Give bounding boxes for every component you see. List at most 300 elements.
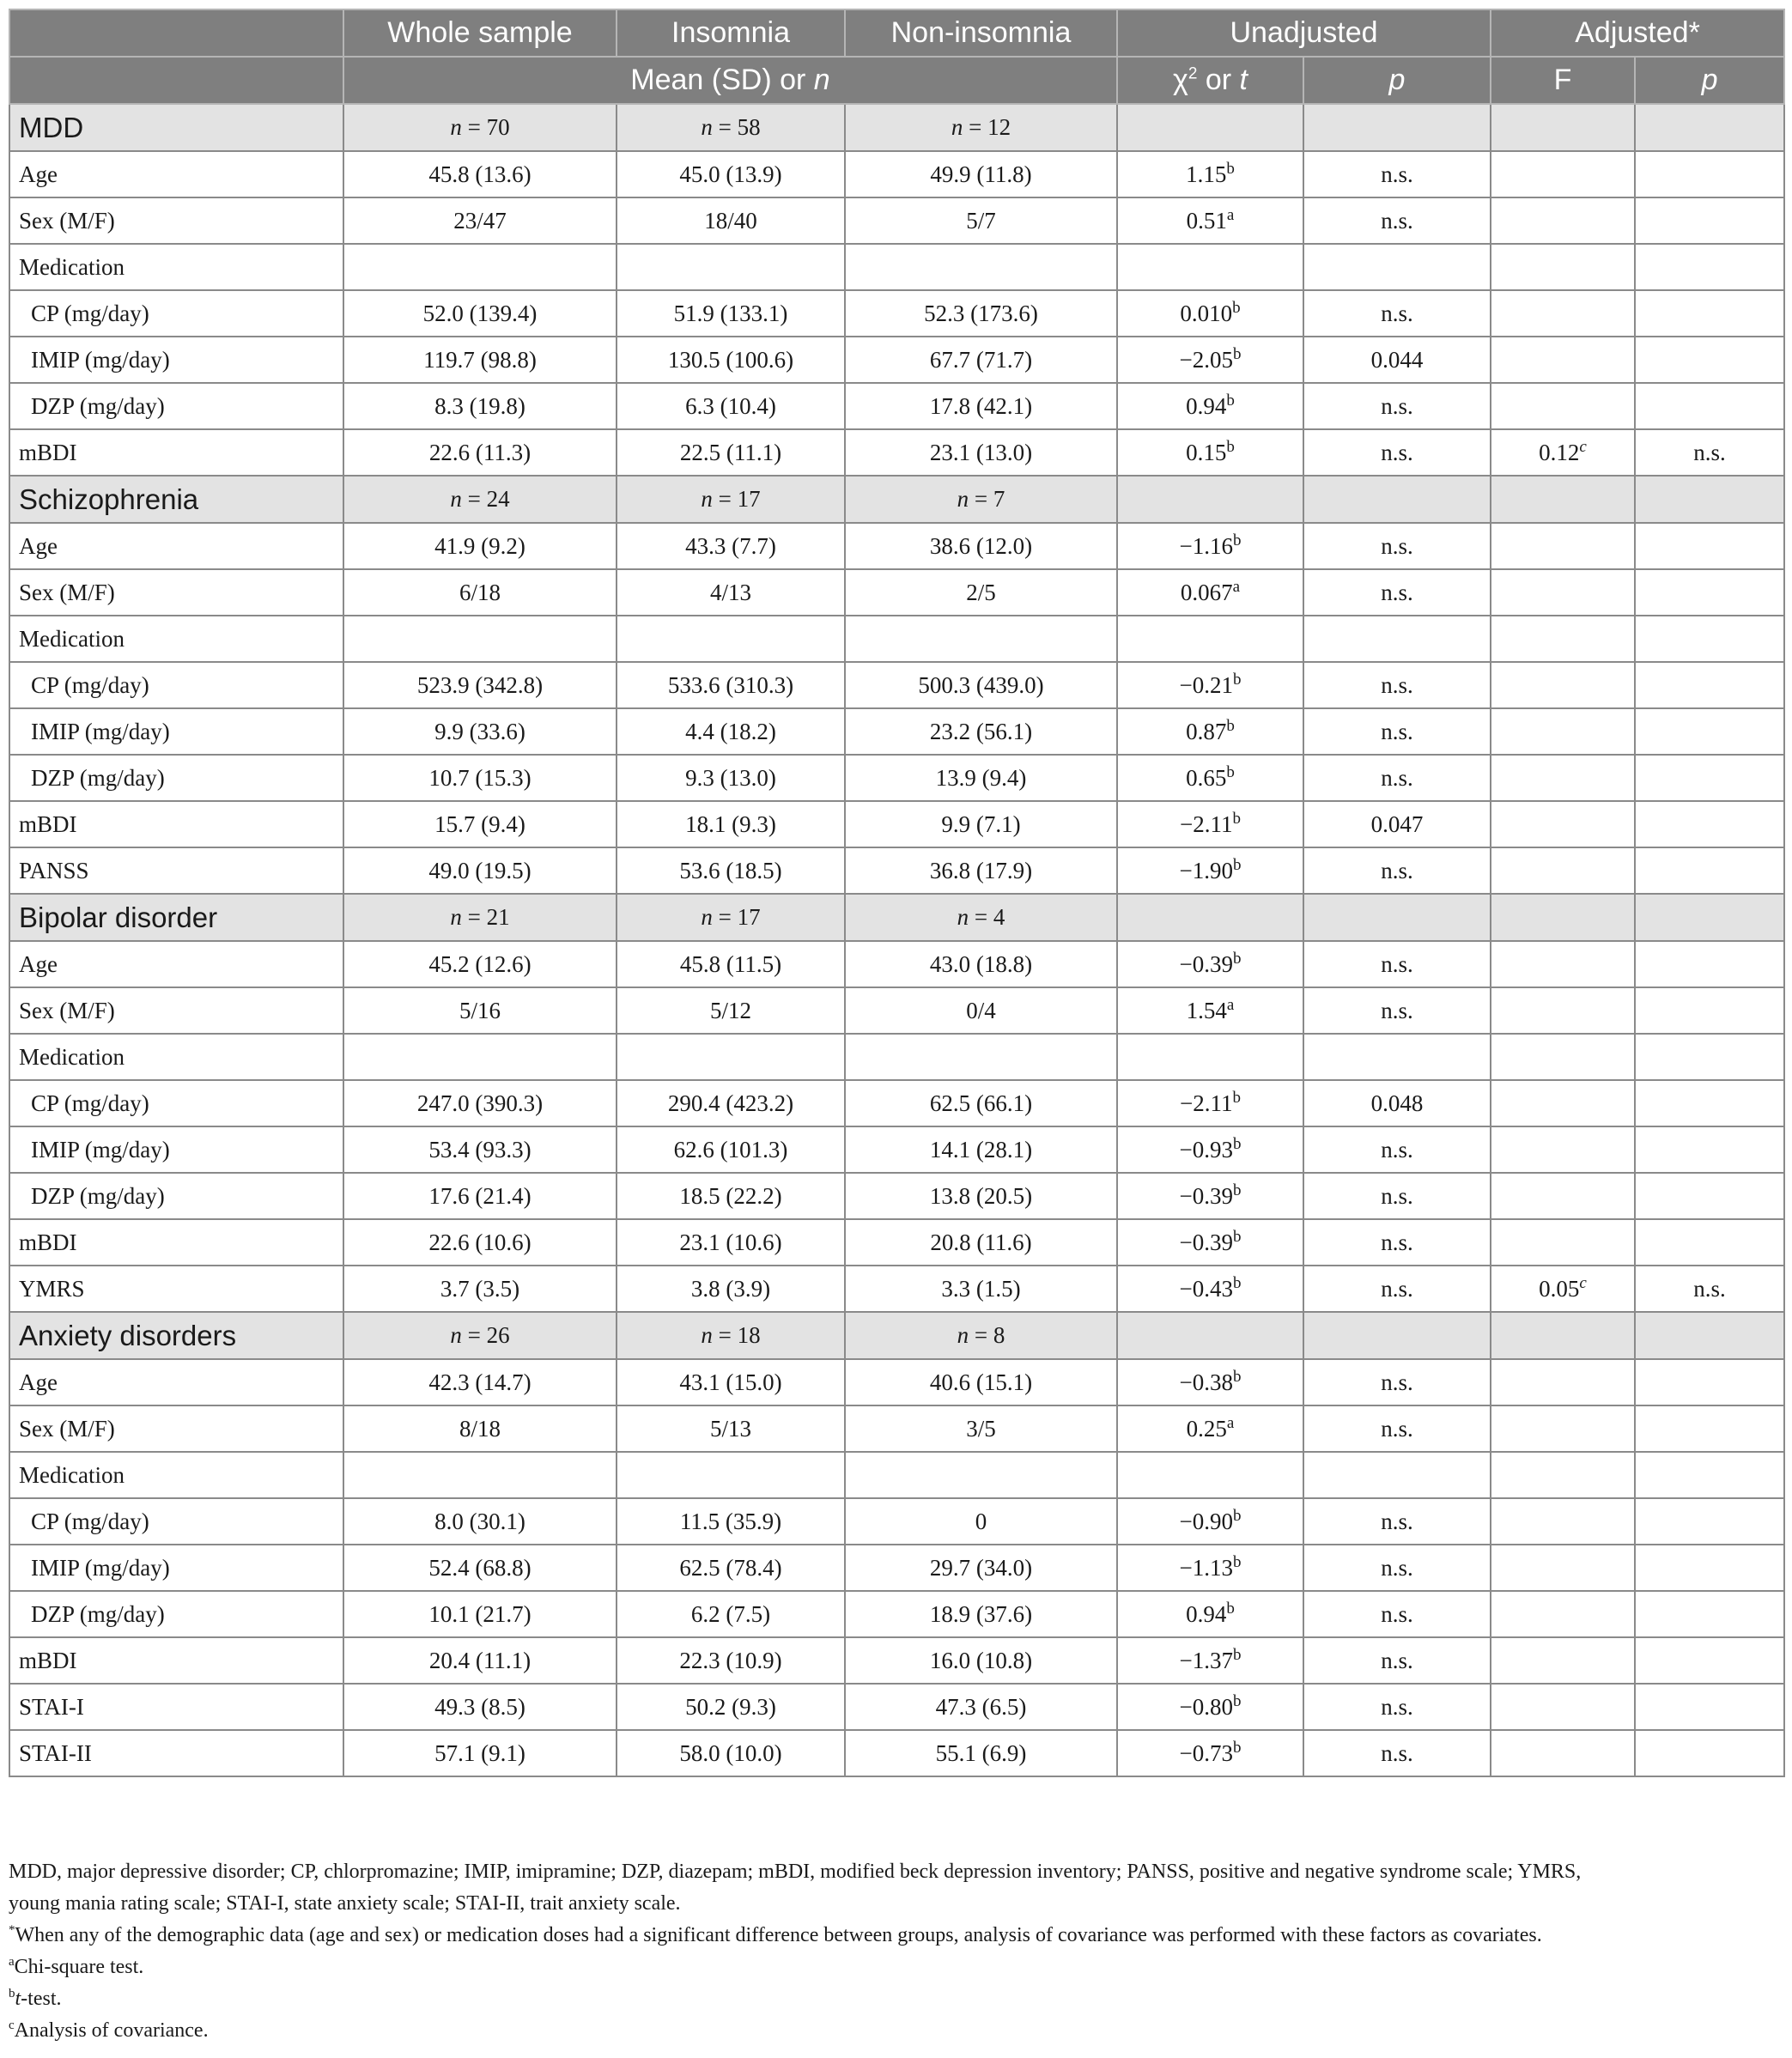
- n-symbol: n: [951, 114, 963, 140]
- statistic-superscript: b: [1226, 1599, 1235, 1618]
- cell-whole-sample: 15.7 (9.4): [343, 801, 617, 847]
- group-n-cell: [343, 894, 617, 941]
- cell-whole-sample: 45.8 (13.6): [343, 151, 617, 197]
- row-label: YMRS: [9, 1266, 343, 1312]
- cell-whole-sample: 17.6 (21.4): [343, 1173, 617, 1219]
- cell-whole-sample: 49.3 (8.5): [343, 1684, 617, 1730]
- cell-f: [1491, 197, 1635, 244]
- row-label: Sex (M/F): [9, 987, 343, 1034]
- statistic-value: −0.39: [1179, 1229, 1233, 1255]
- row-label: CP (mg/day): [9, 1080, 343, 1126]
- table-body: [9, 104, 1784, 1776]
- cell-p-adjusted: [1635, 197, 1784, 244]
- cell-p-adjusted: [1635, 1684, 1784, 1730]
- statistic-superscript: b: [1232, 1134, 1242, 1153]
- header-unadjusted: Unadjusted: [1117, 9, 1491, 57]
- cell-insomnia: 50.2 (9.3): [617, 1684, 845, 1730]
- footnote-b-text: -test.: [21, 1988, 62, 2010]
- cell-insomnia: 5/13: [617, 1405, 845, 1452]
- table-row: [9, 1126, 1784, 1173]
- cell-insomnia: 45.8 (11.5): [617, 941, 845, 987]
- n-symbol: n: [957, 904, 969, 930]
- table-header: [9, 9, 1784, 104]
- group-n-cell: [845, 1312, 1117, 1359]
- cell-non-insomnia: 2/5: [845, 569, 1117, 616]
- row-label: DZP (mg/day): [9, 755, 343, 801]
- cell-p-unadjusted: n.s.: [1303, 151, 1491, 197]
- cell-statistic: [1117, 1545, 1303, 1591]
- cell-insomnia: 18/40: [617, 197, 845, 244]
- cell-statistic: [1117, 429, 1303, 476]
- cell-non-insomnia: 38.6 (12.0): [845, 523, 1117, 569]
- group-header-row: [9, 894, 1784, 941]
- statistic-value: 1.54: [1186, 997, 1227, 1023]
- cell-insomnia: 18.5 (22.2): [617, 1173, 845, 1219]
- table-row: [9, 151, 1784, 197]
- table-row: [9, 1359, 1784, 1405]
- empty-cell: [1491, 894, 1635, 941]
- statistic-value: 0.010: [1180, 300, 1233, 326]
- row-label: DZP (mg/day): [9, 1173, 343, 1219]
- cell-whole-sample: 247.0 (390.3): [343, 1080, 617, 1126]
- cell-non-insomnia: [845, 1452, 1117, 1498]
- cell-f: [1491, 1359, 1635, 1405]
- cell-non-insomnia: 3.3 (1.5): [845, 1266, 1117, 1312]
- cell-insomnia: 43.1 (15.0): [617, 1359, 845, 1405]
- header-p-unadjusted: p: [1303, 57, 1491, 104]
- statistic-value: 0.15: [1186, 439, 1227, 465]
- cell-whole-sample: 10.7 (15.3): [343, 755, 617, 801]
- footnote-b: [9, 1983, 1783, 2015]
- cell-statistic: [1117, 523, 1303, 569]
- cell-p-unadjusted: 0.048: [1303, 1080, 1491, 1126]
- cell-non-insomnia: 9.9 (7.1): [845, 801, 1117, 847]
- statistic-value: −0.21: [1179, 671, 1233, 698]
- row-label: PANSS: [9, 847, 343, 894]
- cell-insomnia: 51.9 (133.1): [617, 290, 845, 337]
- row-label: DZP (mg/day): [9, 383, 343, 429]
- statistic-value: 0.51: [1186, 207, 1227, 234]
- header-whole-sample: Whole sample: [343, 9, 617, 57]
- table-row: [9, 197, 1784, 244]
- cell-p-adjusted: [1635, 290, 1784, 337]
- header-empty-cell: [9, 57, 343, 104]
- cell-p-unadjusted: n.s.: [1303, 1591, 1491, 1637]
- cell-p-unadjusted: n.s.: [1303, 1219, 1491, 1266]
- statistic-value: −2.11: [1180, 1090, 1233, 1116]
- cell-p-adjusted: [1635, 1591, 1784, 1637]
- cell-insomnia: 62.5 (78.4): [617, 1545, 845, 1591]
- empty-cell: [1491, 476, 1635, 523]
- n-symbol: n: [701, 114, 713, 140]
- table-row: [9, 337, 1784, 383]
- cell-p-adjusted: [1635, 1173, 1784, 1219]
- cell-whole-sample: 6/18: [343, 569, 617, 616]
- f-superscript: c: [1579, 1273, 1587, 1292]
- cell-p-adjusted: [1635, 337, 1784, 383]
- cell-f: [1491, 1452, 1635, 1498]
- n-value: = 70: [467, 114, 510, 140]
- cell-p-adjusted: n.s.: [1635, 1266, 1784, 1312]
- cell-f: [1491, 1266, 1635, 1312]
- header-chi-t: [1117, 57, 1303, 104]
- group-name: Schizophrenia: [9, 476, 343, 523]
- table-row: [9, 847, 1784, 894]
- cell-f: [1491, 569, 1635, 616]
- cell-whole-sample: 41.9 (9.2): [343, 523, 617, 569]
- cell-statistic: [1117, 708, 1303, 755]
- cell-non-insomnia: [845, 244, 1117, 290]
- cell-statistic: [1117, 987, 1303, 1034]
- cell-f: [1491, 244, 1635, 290]
- statistic-superscript: b: [1232, 1227, 1242, 1246]
- cell-whole-sample: 22.6 (10.6): [343, 1219, 617, 1266]
- n-symbol: n: [701, 1322, 713, 1348]
- cell-p-unadjusted: n.s.: [1303, 1545, 1491, 1591]
- cell-insomnia: [617, 1034, 845, 1080]
- table-row: [9, 1219, 1784, 1266]
- cell-whole-sample: 42.3 (14.7): [343, 1359, 617, 1405]
- empty-cell: [1635, 1312, 1784, 1359]
- row-label: CP (mg/day): [9, 290, 343, 337]
- cell-statistic: [1117, 941, 1303, 987]
- cell-p-unadjusted: n.s.: [1303, 1637, 1491, 1684]
- cell-non-insomnia: 23.2 (56.1): [845, 708, 1117, 755]
- empty-cell: [1635, 894, 1784, 941]
- statistic-superscript: b: [1226, 437, 1235, 456]
- cell-whole-sample: 52.4 (68.8): [343, 1545, 617, 1591]
- empty-cell: [1117, 104, 1303, 151]
- n-value: = 18: [718, 1322, 761, 1348]
- row-label: Age: [9, 1359, 343, 1405]
- statistic-value: −1.90: [1179, 857, 1233, 883]
- cell-non-insomnia: 43.0 (18.8): [845, 941, 1117, 987]
- cell-p-adjusted: [1635, 523, 1784, 569]
- statistic-superscript: b: [1232, 1691, 1242, 1710]
- cell-f: [1491, 151, 1635, 197]
- table-row: [9, 1498, 1784, 1545]
- statistic-value: 0.94: [1186, 392, 1227, 419]
- statistic-superscript: b: [1226, 159, 1235, 178]
- header-empty-cell: [9, 9, 343, 57]
- cell-whole-sample: [343, 616, 617, 662]
- cell-non-insomnia: 49.9 (11.8): [845, 151, 1117, 197]
- cell-p-adjusted: [1635, 1498, 1784, 1545]
- table-row: [9, 941, 1784, 987]
- cell-f: [1491, 1126, 1635, 1173]
- n-value: = 17: [718, 904, 761, 930]
- cell-p-adjusted: [1635, 569, 1784, 616]
- statistic-value: −0.38: [1179, 1369, 1233, 1395]
- statistic-superscript: b: [1232, 1552, 1242, 1571]
- statistic-superscript: b: [1232, 670, 1242, 689]
- cell-non-insomnia: 13.8 (20.5): [845, 1173, 1117, 1219]
- cell-whole-sample: 9.9 (33.6): [343, 708, 617, 755]
- cell-statistic: [1117, 1591, 1303, 1637]
- table-row: [9, 616, 1784, 662]
- header-chi-sup: 2: [1188, 64, 1198, 83]
- f-value: 0.05: [1539, 1275, 1580, 1302]
- cell-f: [1491, 1080, 1635, 1126]
- statistic-superscript: a: [1232, 577, 1241, 596]
- cell-f: [1491, 337, 1635, 383]
- row-label: Medication: [9, 616, 343, 662]
- header-mean-n: n: [813, 64, 830, 96]
- cell-statistic: [1117, 847, 1303, 894]
- cell-p-adjusted: [1635, 801, 1784, 847]
- table-row: [9, 244, 1784, 290]
- footnote-a: [9, 1952, 1783, 1983]
- cell-non-insomnia: 3/5: [845, 1405, 1117, 1452]
- cell-whole-sample: 5/16: [343, 987, 617, 1034]
- empty-cell: [1491, 1312, 1635, 1359]
- table-container: [9, 9, 1783, 1777]
- cell-statistic: [1117, 151, 1303, 197]
- n-value: = 58: [718, 114, 761, 140]
- statistic-superscript: b: [1232, 1181, 1242, 1199]
- statistic-value: −0.39: [1179, 950, 1233, 977]
- statistic-value: −2.05: [1179, 346, 1233, 373]
- statistic-value: −1.16: [1179, 532, 1233, 559]
- cell-p-adjusted: [1635, 1126, 1784, 1173]
- table-row: [9, 801, 1784, 847]
- cell-non-insomnia: 47.3 (6.5): [845, 1684, 1117, 1730]
- cell-whole-sample: 8.0 (30.1): [343, 1498, 617, 1545]
- cell-insomnia: 58.0 (10.0): [617, 1730, 845, 1776]
- group-header-row: [9, 104, 1784, 151]
- statistic-superscript: b: [1232, 344, 1242, 363]
- row-label: Age: [9, 151, 343, 197]
- table-row: [9, 1545, 1784, 1591]
- table-row: [9, 1730, 1784, 1776]
- cell-f: [1491, 616, 1635, 662]
- cell-insomnia: 290.4 (423.2): [617, 1080, 845, 1126]
- cell-whole-sample: 52.0 (139.4): [343, 290, 617, 337]
- empty-cell: [1303, 894, 1491, 941]
- cell-whole-sample: [343, 1452, 617, 1498]
- row-label: IMIP (mg/day): [9, 1126, 343, 1173]
- cell-p-unadjusted: n.s.: [1303, 941, 1491, 987]
- table-row: [9, 1173, 1784, 1219]
- cell-insomnia: 4/13: [617, 569, 845, 616]
- table-row: [9, 1080, 1784, 1126]
- table-row: [9, 755, 1784, 801]
- statistic-superscript: b: [1232, 531, 1242, 549]
- cell-statistic: [1117, 616, 1303, 662]
- cell-insomnia: 53.6 (18.5): [617, 847, 845, 894]
- cell-f: [1491, 987, 1635, 1034]
- cell-whole-sample: 523.9 (342.8): [343, 662, 617, 708]
- table-row: [9, 1266, 1784, 1312]
- n-value: = 17: [718, 486, 761, 512]
- row-label: Age: [9, 523, 343, 569]
- footnote-b-mark: b: [9, 1987, 15, 2000]
- table-row: [9, 569, 1784, 616]
- cell-whole-sample: [343, 244, 617, 290]
- cell-non-insomnia: 16.0 (10.8): [845, 1637, 1117, 1684]
- cell-f: [1491, 941, 1635, 987]
- n-value: = 4: [974, 904, 1005, 930]
- statistic-value: −0.43: [1179, 1275, 1233, 1302]
- cell-p-unadjusted: 0.044: [1303, 337, 1491, 383]
- row-label: Medication: [9, 1034, 343, 1080]
- row-label: Medication: [9, 1452, 343, 1498]
- group-n-cell: [617, 104, 845, 151]
- header-mean-sd: [343, 57, 1117, 104]
- cell-statistic: [1117, 1405, 1303, 1452]
- cell-f: [1491, 1405, 1635, 1452]
- cell-non-insomnia: 55.1 (6.9): [845, 1730, 1117, 1776]
- header-f: F: [1491, 57, 1635, 104]
- cell-p-adjusted: [1635, 1080, 1784, 1126]
- statistic-superscript: b: [1232, 1088, 1241, 1107]
- statistic-superscript: b: [1232, 1273, 1242, 1292]
- statistic-superscript: b: [1232, 1738, 1242, 1757]
- cell-non-insomnia: 0/4: [845, 987, 1117, 1034]
- statistic-superscript: b: [1232, 855, 1242, 874]
- cell-insomnia: 22.3 (10.9): [617, 1637, 845, 1684]
- cell-p-unadjusted: n.s.: [1303, 1359, 1491, 1405]
- cell-p-unadjusted: [1303, 1452, 1491, 1498]
- cell-p-adjusted: [1635, 708, 1784, 755]
- statistic-superscript: b: [1232, 1506, 1242, 1525]
- cell-p-adjusted: [1635, 1452, 1784, 1498]
- group-name: Anxiety disorders: [9, 1312, 343, 1359]
- row-label: STAI-II: [9, 1730, 343, 1776]
- cell-non-insomnia: 5/7: [845, 197, 1117, 244]
- header-insomnia: Insomnia: [617, 9, 845, 57]
- cell-insomnia: 22.5 (11.1): [617, 429, 845, 476]
- cell-p-adjusted: [1635, 941, 1784, 987]
- n-symbol: n: [957, 486, 969, 512]
- cell-statistic: [1117, 337, 1303, 383]
- cell-p-unadjusted: n.s.: [1303, 1126, 1491, 1173]
- n-value: = 26: [467, 1322, 510, 1348]
- statistic-superscript: b: [1226, 391, 1235, 410]
- header-non-insomnia: Non-insomnia: [845, 9, 1117, 57]
- cell-whole-sample: 53.4 (93.3): [343, 1126, 617, 1173]
- cell-p-adjusted: [1635, 755, 1784, 801]
- n-symbol: n: [450, 1322, 462, 1348]
- group-name: Bipolar disorder: [9, 894, 343, 941]
- footnote-a-mark: a: [9, 1955, 15, 1969]
- table-row: [9, 1684, 1784, 1730]
- cell-f: [1491, 290, 1635, 337]
- empty-cell: [1117, 894, 1303, 941]
- n-value: = 21: [467, 904, 510, 930]
- f-value: 0.12: [1539, 439, 1580, 465]
- statistic-value: 1.15: [1186, 161, 1227, 187]
- cell-non-insomnia: 23.1 (13.0): [845, 429, 1117, 476]
- footnote-c-mark: c: [9, 2019, 15, 2032]
- cell-statistic: [1117, 569, 1303, 616]
- statistic-superscript: b: [1226, 716, 1235, 735]
- cell-p-adjusted: [1635, 1637, 1784, 1684]
- footnote-abbreviations-1: MDD, major depressive disorder; CP, chlorpromazine; IMIP, imipramine; DZP, diazepam; mBDI, modified beck depression inventory; PANSS, positive and negative syndrome scale; YMRS,: [9, 1861, 1582, 1883]
- cell-f: [1491, 847, 1635, 894]
- group-n-cell: [845, 104, 1117, 151]
- footnote-abbreviations-2: young mania rating scale; STAI-I, state anxiety scale; STAI-II, trait anxiety scale.: [9, 1892, 681, 1915]
- empty-cell: [1303, 104, 1491, 151]
- header-chi-t-letter: t: [1239, 64, 1248, 96]
- group-name: MDD: [9, 104, 343, 151]
- table-row: [9, 1591, 1784, 1637]
- group-n-cell: [617, 894, 845, 941]
- header-row-1: [9, 9, 1784, 57]
- cell-p-unadjusted: n.s.: [1303, 1498, 1491, 1545]
- cell-insomnia: 45.0 (13.9): [617, 151, 845, 197]
- cell-p-unadjusted: n.s.: [1303, 1684, 1491, 1730]
- cell-f: [1491, 383, 1635, 429]
- cell-statistic: [1117, 1080, 1303, 1126]
- header-adjusted: Adjusted*: [1491, 9, 1784, 57]
- statistic-value: −0.93: [1179, 1136, 1233, 1163]
- cell-f: [1491, 1034, 1635, 1080]
- cell-p-unadjusted: n.s.: [1303, 708, 1491, 755]
- row-label: CP (mg/day): [9, 1498, 343, 1545]
- table-row: [9, 1452, 1784, 1498]
- statistic-value: 0.25: [1186, 1415, 1227, 1442]
- cell-f: [1491, 1219, 1635, 1266]
- empty-cell: [1117, 476, 1303, 523]
- statistic-value: −0.73: [1179, 1739, 1233, 1766]
- cell-p-adjusted: [1635, 662, 1784, 708]
- cell-statistic: [1117, 1126, 1303, 1173]
- cell-p-unadjusted: 0.047: [1303, 801, 1491, 847]
- cell-non-insomnia: 13.9 (9.4): [845, 755, 1117, 801]
- cell-whole-sample: 22.6 (11.3): [343, 429, 617, 476]
- footnote-star-mark: *: [9, 1923, 15, 1937]
- cell-p-unadjusted: n.s.: [1303, 569, 1491, 616]
- statistic-value: 0.067: [1180, 579, 1233, 605]
- cell-p-unadjusted: n.s.: [1303, 383, 1491, 429]
- statistic-superscript: b: [1226, 762, 1235, 781]
- n-symbol: n: [701, 486, 713, 512]
- footnote-a-text: Chi-square test.: [14, 1956, 144, 1978]
- cell-p-unadjusted: n.s.: [1303, 523, 1491, 569]
- statistic-superscript: b: [1232, 1367, 1242, 1386]
- cell-statistic: [1117, 1359, 1303, 1405]
- cell-p-adjusted: n.s.: [1635, 429, 1784, 476]
- cell-p-adjusted: [1635, 1730, 1784, 1776]
- cell-f: [1491, 1637, 1635, 1684]
- cell-whole-sample: 57.1 (9.1): [343, 1730, 617, 1776]
- group-header-row: [9, 1312, 1784, 1359]
- cell-p-unadjusted: n.s.: [1303, 662, 1491, 708]
- cell-statistic: [1117, 1452, 1303, 1498]
- footnote-b-t: t: [15, 1988, 21, 2010]
- n-symbol: n: [957, 1322, 969, 1348]
- header-mean-text: Mean (SD) or: [630, 64, 814, 96]
- group-n-cell: [343, 104, 617, 151]
- statistic-value: −0.80: [1179, 1693, 1233, 1720]
- cell-non-insomnia: [845, 616, 1117, 662]
- footnote-star: [9, 1920, 1783, 1952]
- cell-p-unadjusted: n.s.: [1303, 1173, 1491, 1219]
- cell-p-unadjusted: [1303, 244, 1491, 290]
- cell-non-insomnia: 40.6 (15.1): [845, 1359, 1117, 1405]
- row-label: Sex (M/F): [9, 197, 343, 244]
- cell-p-unadjusted: [1303, 1034, 1491, 1080]
- group-n-cell: [343, 1312, 617, 1359]
- cell-insomnia: 62.6 (101.3): [617, 1126, 845, 1173]
- cell-f: [1491, 429, 1635, 476]
- statistic-value: −1.37: [1179, 1647, 1233, 1673]
- cell-p-unadjusted: n.s.: [1303, 1405, 1491, 1452]
- cell-non-insomnia: 62.5 (66.1): [845, 1080, 1117, 1126]
- n-symbol: n: [450, 114, 462, 140]
- row-label: STAI-I: [9, 1684, 343, 1730]
